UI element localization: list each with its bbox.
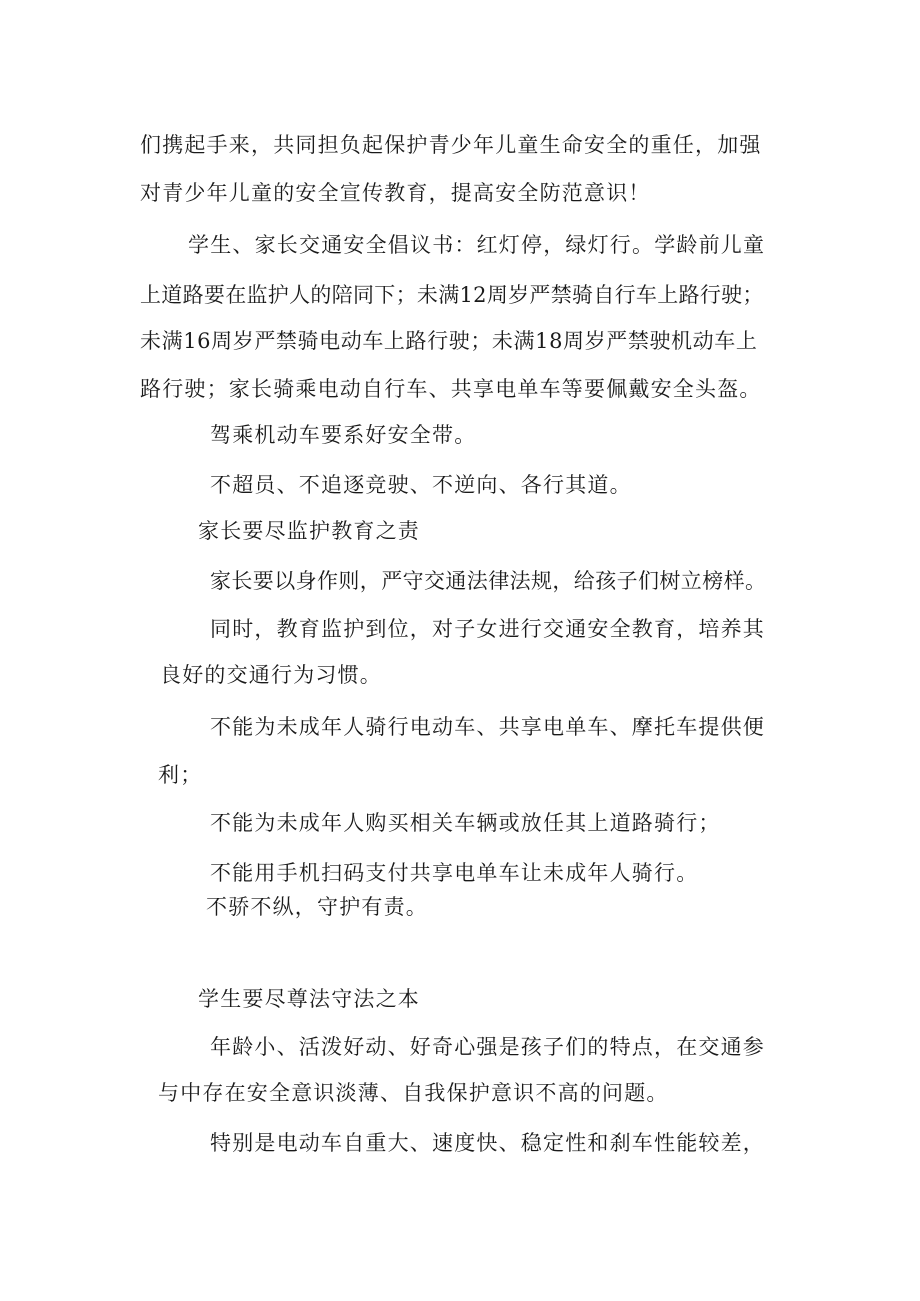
text-line-17: 不骄不纵，守护有责。 [206, 895, 428, 919]
text-line-11: 同时，教育监护到位，对子女进行交通安全教育，培养其 [210, 617, 765, 641]
text-line-16: 不能用手机扫码支付共享电单车让未成年人骑行。 [210, 861, 699, 885]
text-line-5: 未满16周岁严禁骑电动车上路行驶；未满18周岁严禁驶机动车上 [140, 329, 758, 353]
text-line-15: 不能为未成年人购买相关车辆或放任其上道路骑行； [210, 811, 721, 835]
text-line-2: 对青少年儿童的安全宣传教育，提高安全防范意识！ [140, 181, 651, 205]
text-line-19: 年龄小、活泼好动、好奇心强是孩子们的特点，在交通参 [210, 1035, 765, 1059]
text-line-12: 良好的交通行为习惯。 [160, 663, 382, 687]
section-heading-parents: 家长要尽监护教育之责 [198, 519, 420, 543]
text-line-3: 学生、家长交通安全倡议书：红灯停，绿灯行。学龄前儿童 [188, 233, 766, 257]
text-line-7: 驾乘机动车要系好安全带。 [210, 423, 477, 447]
text-line-13: 不能为未成年人骑行电动车、共享电单车、摩托车提供便 [210, 715, 765, 739]
text-line-6: 路行驶；家长骑乘电动自行车、共享电单车等要佩戴安全头盔。 [140, 377, 762, 401]
text-line-20: 与中存在安全意识淡薄、自我保护意识不高的问题。 [158, 1081, 669, 1105]
text-line-1: 们携起手来，共同担负起保护青少年儿童生命安全的重任，加强 [140, 133, 762, 157]
text-line-10: 家长要以身作则，严守交通法律法规，给孩子们树立榜样。 [210, 569, 767, 593]
text-line-4: 上道路要在监护人的陪同下；未满12周岁严禁骑自行车上路行驶； [140, 283, 764, 307]
text-line-21: 特别是电动车自重大、速度快、稳定性和刹车性能较差， [210, 1131, 765, 1155]
text-line-8: 不超员、不追逐竞驶、不逆向、各行其道。 [210, 473, 632, 497]
section-heading-students: 学生要尽尊法守法之本 [198, 987, 420, 1011]
text-line-14: 利； [158, 763, 203, 787]
